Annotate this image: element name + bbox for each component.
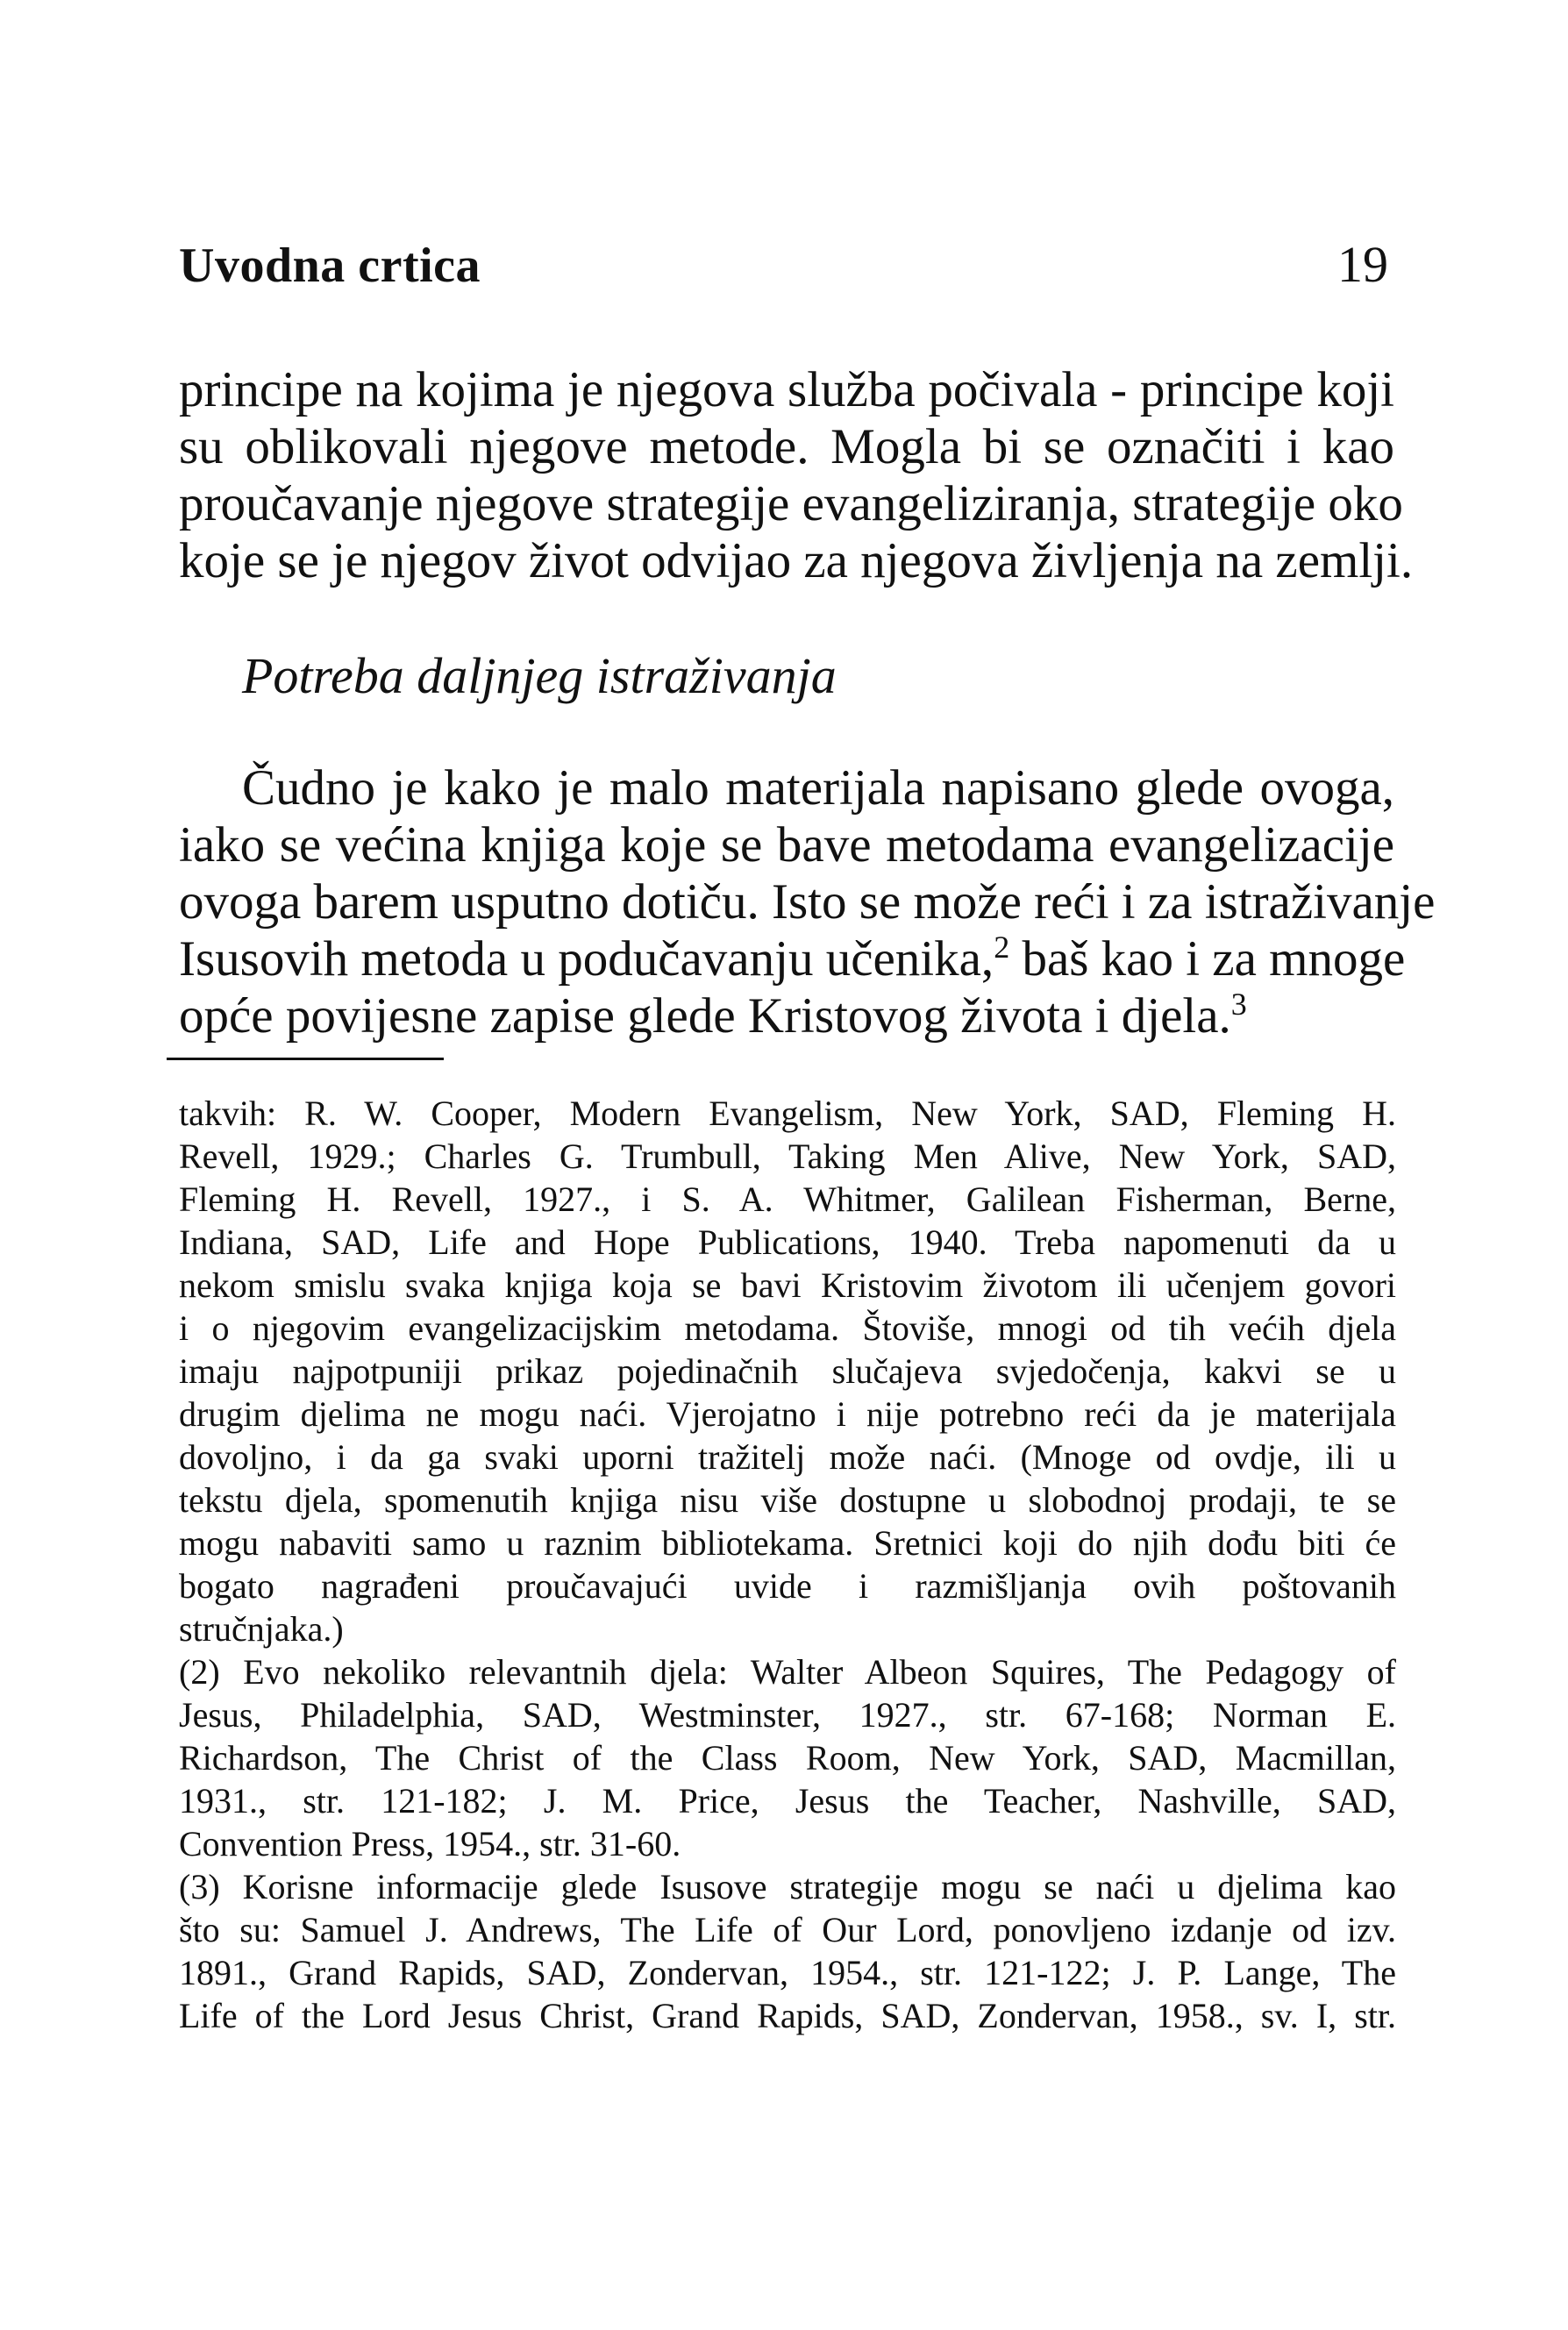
footnote-line: što su: Samuel J. Andrews, The Life of Our Lord, ponovljeno izdanje od izv. <box>179 1910 1396 1949</box>
text-fragment: opće povijesne zapise glede Kristovog života i djela. <box>179 988 1231 1044</box>
footnote-separator <box>167 1058 444 1060</box>
page-number: 19 <box>1337 236 1388 293</box>
footnote-line: Life of the Lord Jesus Christ, Grand Rapids, SAD, Zondervan, 1958., sv. I, str. <box>179 1996 1396 2035</box>
page-header <box>179 235 1388 296</box>
footnote-line: Fleming H. Revell, 1927., i S. A. Whitmer, Galilean Fisherman, Berne, <box>179 1179 1396 1219</box>
footnote-line: Convention Press, 1954., str. 31-60. <box>179 1824 681 1863</box>
footnote-line: (2) Evo nekoliko relevantnih djela: Walter Albeon Squires, The Pedagogy of <box>179 1652 1396 1692</box>
footnote-ref-3: 3 <box>1230 987 1247 1022</box>
footnote-line: Revell, 1929.; Charles G. Trumbull, Taking Men Alive, New York, SAD, <box>179 1136 1396 1176</box>
paragraph-1 <box>179 361 1414 589</box>
footnote-line: imaju najpotpuniji prikaz pojedinačnih slučajeva svjedočenja, kakvi se u <box>179 1351 1396 1391</box>
footnote-line: drugim djelima ne mogu naći. Vjerojatno i nije potrebno reći da je materijala <box>179 1394 1396 1434</box>
footnote-line: mogu nabaviti samo u raznim bibliotekama. Sretnici koji do njih dođu biti će <box>179 1523 1396 1563</box>
footnote-line: 1891., Grand Rapids, SAD, Zondervan, 1954., str. 121-122; J. P. Lange, The <box>179 1953 1396 1992</box>
main-text <box>179 361 1436 1044</box>
footnote-line: bogato nagrađeni proučavajući uvide i razmišljanja ovih poštovanih <box>179 1566 1396 1606</box>
footnote-line: Indiana, SAD, Life and Hope Publications, 1940. Treba napomenuti da u <box>179 1222 1396 1262</box>
paragraph-2 <box>179 759 1436 1044</box>
footnote-line: Richardson, The Christ of the Class Room, New York, SAD, Macmillan, <box>179 1738 1396 1778</box>
text-line: principe na kojima je njegova služba počivala - principe koji <box>179 362 1394 417</box>
footnote-2 <box>179 1650 1396 1865</box>
footnotes <box>179 1092 1396 2037</box>
text-fragment: Isusovih metoda u podučavanju učenika, <box>179 931 994 987</box>
footnote-line: (3) Korisne informacije glede Isusove strategije mogu se naći u djelima kao <box>179 1867 1396 1906</box>
running-title: Uvodna crtica <box>179 239 481 293</box>
footnote-line: Jesus, Philadelphia, SAD, Westminster, 1927., str. 67-168; Norman E. <box>179 1695 1396 1735</box>
text-fragment: baš kao i za mnoge <box>1009 931 1406 987</box>
footnote-line: i o njegovim evangelizacijskim metodama. Štoviše, mnogi od tih većih djela <box>179 1308 1396 1348</box>
text-line: koje se je njegov život odvijao za njegova življenja na zemlji. <box>179 533 1414 588</box>
footnote-line: 1931., str. 121-182; J. M. Price, Jesus the Teacher, Nashville, SAD, <box>179 1781 1396 1821</box>
text-line-with-footnote <box>179 987 1394 1044</box>
section-subheading: Potreba daljnjeg istraživanja <box>242 647 837 704</box>
footnote-ref-2: 2 <box>994 930 1010 965</box>
footnote-line: nekom smislu svaka knjiga koja se bavi Kristovim životom ili učenjem govori <box>179 1265 1396 1305</box>
text-line: ovoga barem usputno dotiču. Isto se može reći i za istraživanje <box>179 874 1436 930</box>
text-line: proučavanje njegove strategije evangeliziranja, strategije oko <box>179 476 1403 531</box>
text-line: Čudno je kako je malo materijala napisano glede ovoga, <box>242 760 1394 816</box>
footnote-continued <box>179 1092 1396 1650</box>
text-line: su oblikovali njegove metode. Mogla bi se označiti i kao <box>179 419 1394 474</box>
text-line-with-footnote <box>179 930 1406 987</box>
footnote-line: dovoljno, i da ga svaki uporni tražitelj može naći. (Mnoge od ovdje, ili u <box>179 1437 1396 1477</box>
footnote-3 <box>179 1865 1396 2037</box>
footnote-line: takvih: R. W. Cooper, Modern Evangelism, New York, SAD, Fleming H. <box>179 1094 1396 1133</box>
footnote-line: tekstu djela, spomenutih knjiga nisu više dostupne u slobodnoj prodaji, te se <box>179 1480 1396 1520</box>
text-line: iako se većina knjiga koje se bave metodama evangelizacije <box>179 817 1394 873</box>
footnote-line: stručnjaka.) <box>179 1609 344 1649</box>
